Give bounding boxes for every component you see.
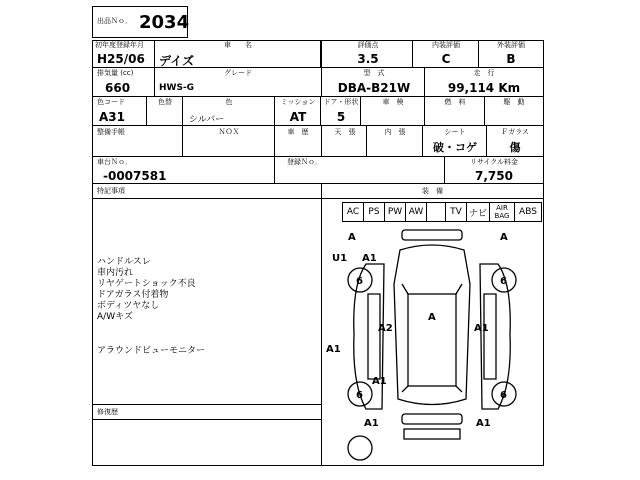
note-line: A/Wキズ xyxy=(97,312,133,322)
damage-mark: A xyxy=(500,232,508,243)
history-cell xyxy=(275,126,321,156)
transmission: AT xyxy=(289,110,307,124)
grade: HWS-G xyxy=(159,83,195,93)
glass-label: Ｆガラス xyxy=(501,128,529,136)
colorcode-cell xyxy=(93,97,147,125)
interior-label: 内装評価 xyxy=(432,41,460,49)
color: シルバー xyxy=(189,115,225,125)
seat-label: シート xyxy=(444,128,466,136)
notes-box xyxy=(92,183,322,405)
displacement: 660 xyxy=(105,81,131,95)
manual-cell xyxy=(93,126,183,156)
note-line: ハンドルスレ xyxy=(97,257,151,267)
registration-label: 登録Ｎｏ． xyxy=(287,158,322,166)
interior-grade: C xyxy=(441,52,451,66)
recycle-label: リサイクル料金 xyxy=(469,158,519,166)
damage-mark: A1 xyxy=(372,376,387,387)
lot-number-box xyxy=(92,6,188,38)
lot-number: 2034 xyxy=(139,12,190,33)
colorcat-label: 色替 xyxy=(158,98,172,106)
notes-label: 特記事項 xyxy=(97,187,125,195)
grade-label: グレード xyxy=(224,69,252,77)
equip-navi: ナビ xyxy=(467,203,490,222)
mission-label: ミッション xyxy=(280,98,316,106)
damage-mark: A1 xyxy=(362,253,377,264)
note-line: ドアガラス付着物 xyxy=(97,290,169,300)
damage-mark: A1 xyxy=(474,323,489,334)
row-color xyxy=(92,96,544,126)
rear-bumper xyxy=(402,414,462,424)
doors: 5 xyxy=(336,110,346,124)
chassis-label: 車台Ｎｏ． xyxy=(97,158,132,166)
year-cell xyxy=(93,41,155,67)
repair-box xyxy=(92,404,322,466)
first-registration: H25/06 xyxy=(97,52,145,66)
drive-cell xyxy=(485,97,543,125)
model-label: 型 式 xyxy=(363,69,385,77)
nox-cell xyxy=(183,126,275,156)
doors-cell xyxy=(321,97,361,125)
equip-airbag: AIR BAG xyxy=(490,203,515,222)
colorcat-cell xyxy=(147,97,183,125)
registration-cell xyxy=(275,157,445,183)
damage-mark: A2 xyxy=(378,323,393,334)
doors-label: ドア・形状 xyxy=(323,98,359,106)
equipment-label: 装 備 xyxy=(422,187,443,195)
color-cell xyxy=(183,97,275,125)
exterior-cell xyxy=(479,41,543,67)
cc-label: 排気量 (cc) xyxy=(97,69,134,77)
drive-label: 駆 動 xyxy=(503,98,525,106)
equipment-table xyxy=(342,202,542,222)
notes-divider xyxy=(93,198,321,199)
fuel-label: 燃 料 xyxy=(444,98,466,106)
manual-label: 整備手帳 xyxy=(97,128,125,136)
exterior-label: 外装評価 xyxy=(497,41,525,49)
mission-cell xyxy=(275,97,321,125)
inspection-cell xyxy=(361,97,425,125)
note-line: ボディツヤなし xyxy=(97,301,160,311)
chassis-cell xyxy=(93,157,275,183)
rear-plate-area xyxy=(404,429,460,439)
note-line: 車内汚れ xyxy=(97,268,134,278)
damage-mark: A1 xyxy=(326,344,341,355)
notes-list xyxy=(97,257,196,323)
model-cell xyxy=(321,68,425,96)
colorcode-label: 色コード xyxy=(97,98,125,106)
equip-tv: TV xyxy=(446,203,467,222)
body-outline xyxy=(394,245,470,405)
equipment-box xyxy=(321,183,544,466)
row-basic-info xyxy=(92,40,544,68)
recycle-cell xyxy=(445,157,543,183)
car-name-label: 車 名 xyxy=(224,41,252,49)
chassis-number: -0007581 xyxy=(103,169,167,183)
interior-lining-cell xyxy=(367,126,423,156)
roof-panel xyxy=(408,294,456,386)
sunroof-cell xyxy=(321,126,367,156)
car-damage-diagram xyxy=(322,224,543,465)
glass-cell xyxy=(487,126,543,156)
front-bumper xyxy=(402,230,462,240)
nox-label: ＮＯＸ xyxy=(218,128,240,136)
equipment-divider xyxy=(322,198,543,199)
car-name: デイズ xyxy=(159,54,195,68)
history-label: 車 歴 xyxy=(287,128,309,136)
damage-mark: 6 xyxy=(356,390,363,401)
repair-divider xyxy=(93,419,321,420)
equip-aw: AW xyxy=(406,203,427,222)
score-cell xyxy=(321,41,413,67)
recycle-fee: 7,750 xyxy=(475,169,513,183)
seat-condition: 破・コゲ xyxy=(433,141,477,154)
note-extra: アラウンドビューモニター xyxy=(97,346,206,356)
damage-mark: 6 xyxy=(356,276,363,287)
damage-mark: A1 xyxy=(364,418,379,429)
auction-sheet xyxy=(92,0,544,468)
name-cell xyxy=(155,41,321,67)
evaluation-score: 3.5 xyxy=(357,52,379,66)
equip-blank xyxy=(427,203,446,222)
damage-mark: 6 xyxy=(500,276,507,287)
row-condition xyxy=(92,125,544,157)
row-ids xyxy=(92,156,544,184)
mileage-label: 走 行 xyxy=(473,69,495,77)
fuel-cell xyxy=(425,97,485,125)
mileage-cell xyxy=(425,68,543,96)
interior-cell xyxy=(413,41,479,67)
inspection-label: 車 検 xyxy=(382,98,404,106)
glass-condition: 傷 xyxy=(509,141,521,154)
equip-pw: PW xyxy=(385,203,406,222)
equip-ac: AC xyxy=(343,203,364,222)
exterior-grade: B xyxy=(506,52,516,66)
equip-abs: ABS xyxy=(515,203,542,222)
equip-ps: PS xyxy=(364,203,385,222)
color-label: 色 xyxy=(225,98,233,106)
repair-label: 修復歴 xyxy=(97,408,118,416)
damage-mark: 6 xyxy=(500,390,507,401)
grade-cell xyxy=(155,68,321,96)
interior-lining-label: 内 張 xyxy=(384,128,406,136)
damage-mark: A xyxy=(348,232,356,243)
score-label: 評価点 xyxy=(357,41,379,49)
spare-tire xyxy=(348,436,372,460)
note-line: リヤゲートショック不良 xyxy=(97,279,196,289)
damage-mark: U1 xyxy=(332,253,348,264)
model-code: DBA-B21W xyxy=(337,81,411,95)
year-label: 初年度登録年月 xyxy=(95,41,144,49)
color-code: A31 xyxy=(99,110,125,124)
mileage: 99,114 Km xyxy=(447,81,521,95)
row-spec xyxy=(92,67,544,97)
sunroof-label: 天 張 xyxy=(334,128,356,136)
lot-number-label: 出品Ｎｏ． xyxy=(97,17,132,25)
damage-mark: A xyxy=(428,312,436,323)
cc-cell xyxy=(93,68,155,96)
damage-mark: A1 xyxy=(476,418,491,429)
seat-cell xyxy=(423,126,487,156)
